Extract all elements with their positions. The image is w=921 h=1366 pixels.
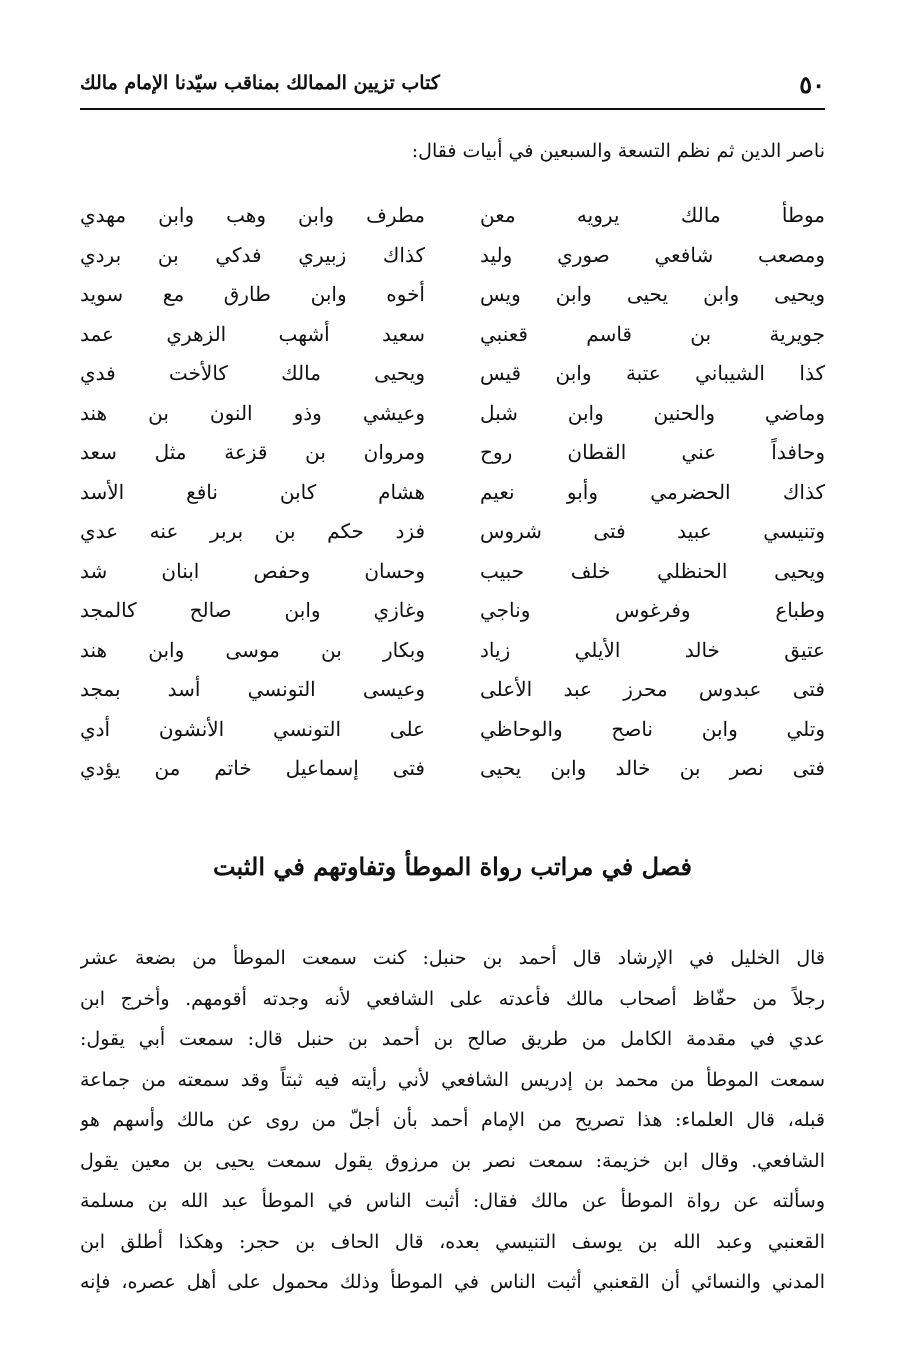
section-heading: فصل في مراتب رواة الموطأ وتفاوتهم في الثبت [212,852,693,881]
verse-second-hemistich: وحسان وحفص ابنان شد [80,559,425,583]
body-line: الشافعي. وقال ابن خزيمة: سمعت نصر بن مرزوق يقول سمعت يحيى بن معين يقول [80,1149,825,1172]
verse [80,749,825,787]
verse-first-hemistich: موطأ مالك يرويه معن [480,203,825,227]
verse-second-hemistich: وغازي وابن صالح كالمجد [80,598,425,622]
body-line: المدني والنسائي أن القعنبي أثبت الناس في الموطأ وذلك محمول على أهل عصره، فإنه [80,1271,825,1293]
verse-second-hemistich: سعيد أشهب الزهري عمد [80,322,425,346]
verse [80,631,825,669]
page-header [80,70,825,102]
verse-first-hemistich: عتيق خالد الأيلي زياد [480,638,825,662]
verse-first-hemistich: وطباع وفرغوس وناجي [480,598,825,622]
body-line: قال الخليل في الإرشاد قال أحمد بن حنبل: كنت سمعت الموطأ من بضعة عشر [80,947,825,969]
verse-first-hemistich: ومصعب شافعي صوري وليد [480,243,825,267]
body-line: رجلاً من حفّاظ أصحاب مالك فأعدته على الشافعي لأنه وجدته أقومهم. وأخرج ابن [80,987,825,1010]
verse-second-hemistich: كذاك زبيري فدكي بن بردي [80,243,425,267]
verse [80,196,825,234]
body-line: قبله، قال العلماء: هذا تصريح من الإمام أحمد بأن أجلّ من روى عن مالك وأسهم هو [80,1109,825,1131]
verse [80,394,825,432]
verse-first-hemistich: جويرية بن قاسم قعنبي [480,322,825,346]
verse-second-hemistich: فزد حكم بن بربر عنه عدي [80,519,425,543]
verse-second-hemistich: وعيشي وذو النون بن هند [80,401,425,425]
verse-first-hemistich: كذا الشيباني عتبة وابن قيس [480,361,825,385]
verse-first-hemistich: وماضي والحنين وابن شبل [480,401,825,425]
verse [80,710,825,748]
verse-first-hemistich: فتى عبدوس محرز عبد الأعلى [480,677,825,701]
body-line: سمعت الموطأ من محمد بن إدريس الشافعي لأني رأيته فيه ثبتاً وقد سمعته من جماعة [80,1068,825,1091]
verse-first-hemistich: وتلي وابن ناصح والوحاظي [480,717,825,741]
verse-second-hemistich: وعيسى التونسي أسد بمجد [80,677,425,701]
page-number: ٥٠ [799,70,825,99]
verse-second-hemistich: أخوه وابن طارق مع سويد [80,282,425,306]
verse-first-hemistich: وتنيسي عبيد فتى شروس [480,519,825,543]
body-line: عدي في مقدمة الكامل من طريق صالح بن أحمد بن حنبل قال: سمعت أبي يقول: [80,1028,825,1050]
verse-second-hemistich: فتى إسماعيل خاتم من يؤدي [80,756,425,780]
verse-second-hemistich: ومروان بن قزعة مثل سعد [80,440,425,464]
body-line: وسألته عن رواة الموطأ عن مالك فقال: أثبت الناس في الموطأ عبد الله بن مسلمة [80,1190,825,1212]
verse [80,552,825,590]
verse [80,670,825,708]
poem [80,196,825,796]
verse-second-hemistich: هشام كابن نافع الأسد [80,480,425,504]
verse [80,512,825,550]
verse-second-hemistich: مطرف وابن وهب وابن مهدي [80,203,425,227]
verse-first-hemistich: كذاك الحضرمي وأبو نعيم [480,480,825,504]
body-paragraph [80,938,825,1303]
verse-first-hemistich: ويحيى وابن يحيى وابن ويس [480,282,825,306]
verse-second-hemistich: على التونسي الأنشون أدي [80,717,425,741]
body-line: القعنبي وعبد الله بن يوسف التنيسي بعده، قال الحاف بن حجر: وهكذا أطلق ابن [80,1230,825,1253]
verse [80,275,825,313]
verse [80,433,825,471]
verse-second-hemistich: وبكار بن موسى وابن هند [80,638,425,662]
verse-first-hemistich: فتى نصر بن خالد وابن يحيى [480,756,825,780]
verse [80,591,825,629]
verse [80,236,825,274]
intro-line: ناصر الدين ثم نظم التسعة والسبعين في أبيات فقال: [411,140,825,162]
verse [80,354,825,392]
verse-second-hemistich: ويحيى مالك كالأخت فدي [80,361,425,385]
verse [80,473,825,511]
verse-first-hemistich: وحافداً عني القطان روح [480,440,825,464]
verse [80,315,825,353]
verse-first-hemistich: ويحيى الحنظلي خلف حبيب [480,559,825,583]
header-rule [80,108,825,110]
running-title: كتاب تزيين الممالك بمناقب سيّدنا الإمام مالك [80,72,440,94]
